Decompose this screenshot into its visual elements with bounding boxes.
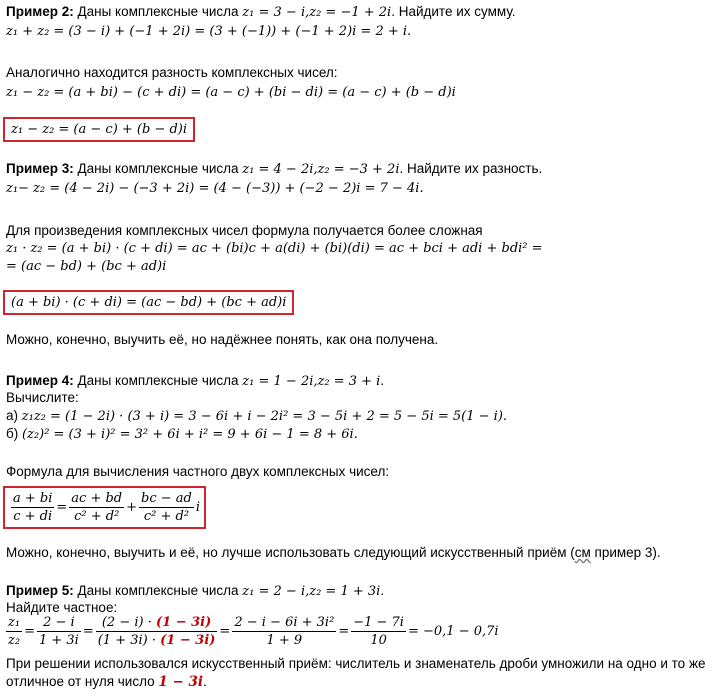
- imag-part-num: bc − ad: [141, 491, 192, 506]
- frac-multiplied-den: [96, 632, 218, 649]
- example-3-task-end: . Найдите их разность.: [399, 161, 543, 176]
- frac-given-num: 2 − i: [37, 614, 81, 632]
- part-b-formula: (z₂)² = (3 + i)² = 3² + 6i + i² = 9 + 6i − 1 = 8 + 6i.: [21, 427, 358, 442]
- equals-3: =: [219, 624, 231, 639]
- example-3-label: Пример 3:: [6, 161, 74, 176]
- frac-expanded: [232, 614, 336, 649]
- frac-multiplied: [96, 614, 218, 649]
- example-5-result: = −0,1 − 0,7i: [407, 624, 499, 639]
- explanation-2-highlight: 1 − 3i: [158, 674, 204, 690]
- product-derivation-2: = (ac − bd) + (bc + ad)i: [6, 259, 167, 274]
- quotient-imag-part: [139, 490, 194, 525]
- plus-sign: +: [126, 500, 138, 515]
- example-4-label: Пример 4:: [6, 373, 74, 388]
- example-2-label: Пример 2:: [6, 4, 74, 19]
- example-4-numbers: z₁ = 1 − 2i,z₂ = 3 + i: [242, 374, 381, 389]
- example-5-label: Пример 5:: [6, 583, 74, 598]
- frac-expanded-den: 1 + 9: [266, 633, 303, 648]
- frac-z1-z2: [6, 614, 22, 649]
- quotient-note: [6, 544, 661, 562]
- real-part-den: c² + d²: [74, 509, 120, 524]
- frac-simplified-num: −1 − 7i: [353, 615, 404, 630]
- example-5-find: Найдите частное:: [6, 600, 118, 615]
- explanation-2-pre: отличное от нуля число: [6, 674, 159, 689]
- real-part-num: ac + bd: [71, 491, 123, 506]
- difference-intro: Аналогично находится разность комплексных чисел:: [6, 65, 338, 80]
- frac-expanded-num: 2 − i − 6i + 3i²: [234, 615, 335, 630]
- example-3-heading: [6, 160, 542, 179]
- frac-z2: z₂: [8, 633, 21, 648]
- example-2-heading: [6, 3, 515, 22]
- difference-formula-box: z₁ − z₂ = (a − c) + (b − d)i: [3, 117, 195, 142]
- example-3-numbers: z₁ = 4 − 2i,z₂ = −3 + 2i: [242, 162, 400, 177]
- product-intro: Для произведения комплексных чисел формула получается более сложная: [6, 223, 483, 238]
- product-note: Можно, конечно, выучить её, но надёжнее понять, как она получена.: [6, 332, 439, 347]
- example-4-task: Даны комплексные числа: [73, 373, 243, 388]
- product-derivation-1: z₁ · z₂ = (a + bi) · (c + di) = ac + (bi)c + a(di) + (bi)(di) = ac + bci + adi + bdi² =: [6, 241, 543, 256]
- example-5-task: Даны комплексные числа: [73, 583, 243, 598]
- quotient-formula-box: [3, 486, 206, 529]
- equals-1: =: [24, 624, 35, 639]
- example-5-explanation-1: При решении использовался искусственный приём: числитель и знаменатель дроби умножили на одно и то же: [6, 656, 706, 671]
- example-4-task-end: .: [380, 373, 385, 388]
- equals-4: =: [338, 624, 350, 639]
- frac-z1: z₁: [8, 615, 21, 630]
- example-5-numbers: z₁ = 2 − i,z₂ = 1 + 3i: [242, 584, 381, 599]
- frac-simplified: [351, 614, 406, 649]
- example-4-part-b: [6, 425, 358, 444]
- equals-sign: =: [56, 500, 68, 515]
- quotient-lhs: [11, 490, 54, 525]
- example-2-numbers: z₁ = 3 − i,z₂ = −1 + 2i: [242, 5, 392, 20]
- example-3-task: Даны комплексные числа: [73, 161, 243, 176]
- example-4-part-a: [6, 407, 507, 426]
- frac-simplified-den: 10: [370, 633, 387, 648]
- difference-derivation: z₁ − z₂ = (a + bi) − (c + di) = (a − c) + (bi − di) = (a − c) + (b − d)i: [6, 85, 456, 100]
- quotient-real-part: [69, 490, 124, 525]
- example-5-explanation-2: [6, 673, 207, 691]
- example-4-compute: Вычислите:: [6, 390, 79, 405]
- imag-part-den: c² + d²: [143, 509, 190, 524]
- quotient-note-post: пример 3).: [590, 545, 661, 560]
- quotient-lhs-num: a + bi: [13, 491, 53, 506]
- equals-2: =: [82, 624, 94, 639]
- quotient-lhs-den: c + di: [13, 509, 53, 524]
- mult-num-a: (2 − i) ·: [101, 615, 156, 630]
- part-a-prefix: а): [6, 408, 22, 423]
- mult-den-conjugate: (1 − 3i): [160, 633, 216, 648]
- frac-given: [37, 614, 81, 649]
- part-b-prefix: б): [6, 426, 22, 441]
- example-5-task-end: .: [380, 583, 385, 598]
- example-3-difference: z₁− z₂ = (4 − 2i) − (−3 + 2i) = (4 − (−3)) + (−2 − 2)i = 7 − 4i.: [6, 181, 424, 196]
- mult-num-conjugate: (1 − 3i): [156, 615, 212, 630]
- quotient-note-pre: Можно, конечно, выучить и её, но лучше использовать следующий искусственный приём (: [6, 545, 575, 560]
- example-2-sum: z₁ + z₂ = (3 − i) + (−1 + 2i) = (3 + (−1)) + (−1 + 2)i = 2 + i.: [6, 24, 412, 39]
- part-a-formula: z₁z₂ = (1 − 2i) · (3 + i) = 3 − 6i + i − 2i² = 3 − 5i + 2 = 5 − 5i = 5(1 − i).: [21, 409, 508, 424]
- quotient-note-see: см: [574, 545, 591, 560]
- mult-den-a: (1 + 3i) ·: [97, 633, 161, 648]
- frac-given-den: 1 + 3i: [38, 633, 79, 648]
- example-5-computation: [4, 614, 499, 649]
- product-formula-box: (a + bi) · (c + di) = (ac − bd) + (bc + ad)i: [3, 290, 294, 315]
- example-2-task-end: . Найдите их сумму.: [391, 4, 516, 19]
- explanation-2-post: .: [203, 674, 207, 689]
- frac-multiplied-num: [96, 614, 218, 632]
- imaginary-unit: i: [195, 500, 201, 515]
- example-2-task: Даны комплексные числа: [73, 4, 243, 19]
- quotient-intro: Формула для вычисления частного двух комплексных чисел:: [6, 464, 390, 479]
